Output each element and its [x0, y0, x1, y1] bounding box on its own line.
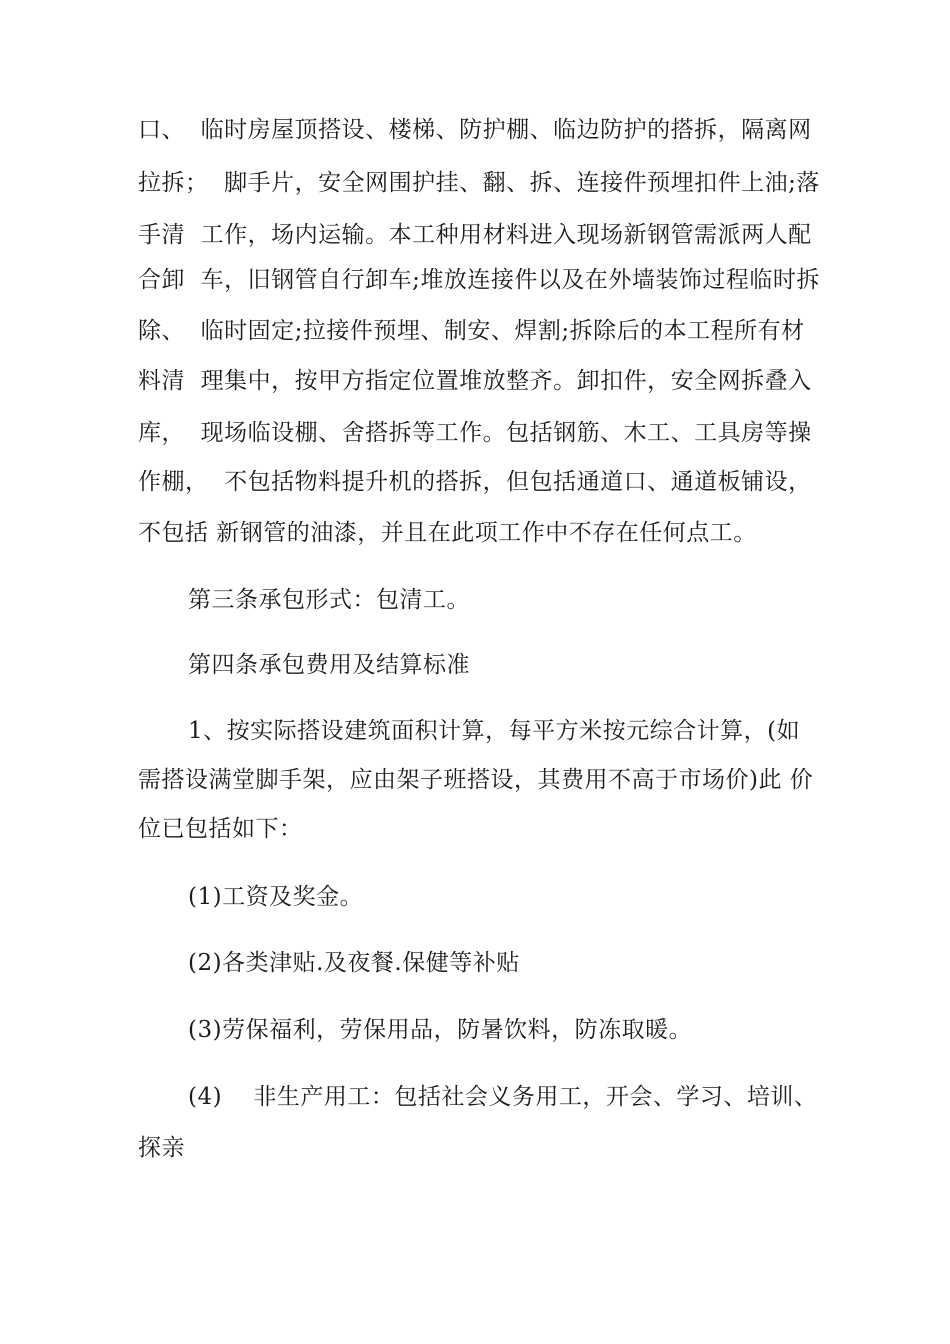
sub-item-2: (2)各类津贴.及夜餐.保健等补贴	[188, 950, 520, 976]
scope-line-4: 合卸 车，旧钢管自行卸车;堆放连接件以及在外墙装饰过程临时拆	[138, 267, 820, 293]
sub-item-3: (3)劳保福利，劳保用品，防暑饮料，防冻取暖。	[188, 1017, 693, 1043]
article-4-heading: 第四条承包费用及结算标准	[188, 652, 470, 678]
scope-line-6: 料清 理集中，按甲方指定位置堆放整齐。卸扣件，安全网拆叠入	[138, 368, 812, 394]
sub-item-4-line-1: (4) 非生产用工：包括社会义务用工，开会、学习、培训、	[188, 1084, 818, 1110]
sub-item-1: (1)工资及奖金。	[188, 884, 364, 910]
scope-line-3: 手清 工作，场内运输。本工种用材料进入现场新钢管需派两人配	[138, 222, 812, 248]
scope-line-2: 拉拆； 脚手片，安全网围护挂、翻、拆、连接件预埋扣件上油;落	[138, 170, 820, 196]
item-1-line-2: 需搭设满堂脚手架，应由架子班搭设，其费用不高于市场价)此 价	[138, 767, 814, 793]
sub-item-4-line-2: 探亲	[138, 1135, 185, 1161]
article-3: 第三条承包形式：包清工。	[188, 587, 470, 613]
scope-line-5: 除、 临时固定;拉接件预埋、制安、焊割;拆除后的本工程所有材	[138, 318, 805, 344]
scope-line-1: 口、 临时房屋顶搭设、楼梯、防护棚、临边防护的搭拆，隔离网	[138, 117, 812, 143]
scope-line-7: 库， 现场临设棚、舍搭拆等工作。包括钢筋、木工、工具房等操	[138, 420, 812, 446]
item-1-line-1: 1、按实际搭设建筑面积计算，每平方米按元综合计算，(如	[188, 718, 801, 744]
scope-line-9: 不包括 新钢管的油漆，并且在此项工作中不存在任何点工。	[138, 520, 757, 546]
item-1-line-3: 位已包括如下：	[138, 816, 303, 842]
scope-line-8: 作棚， 不包括物料提升机的搭拆，但包括通道口、通道板铺设，	[138, 469, 812, 495]
